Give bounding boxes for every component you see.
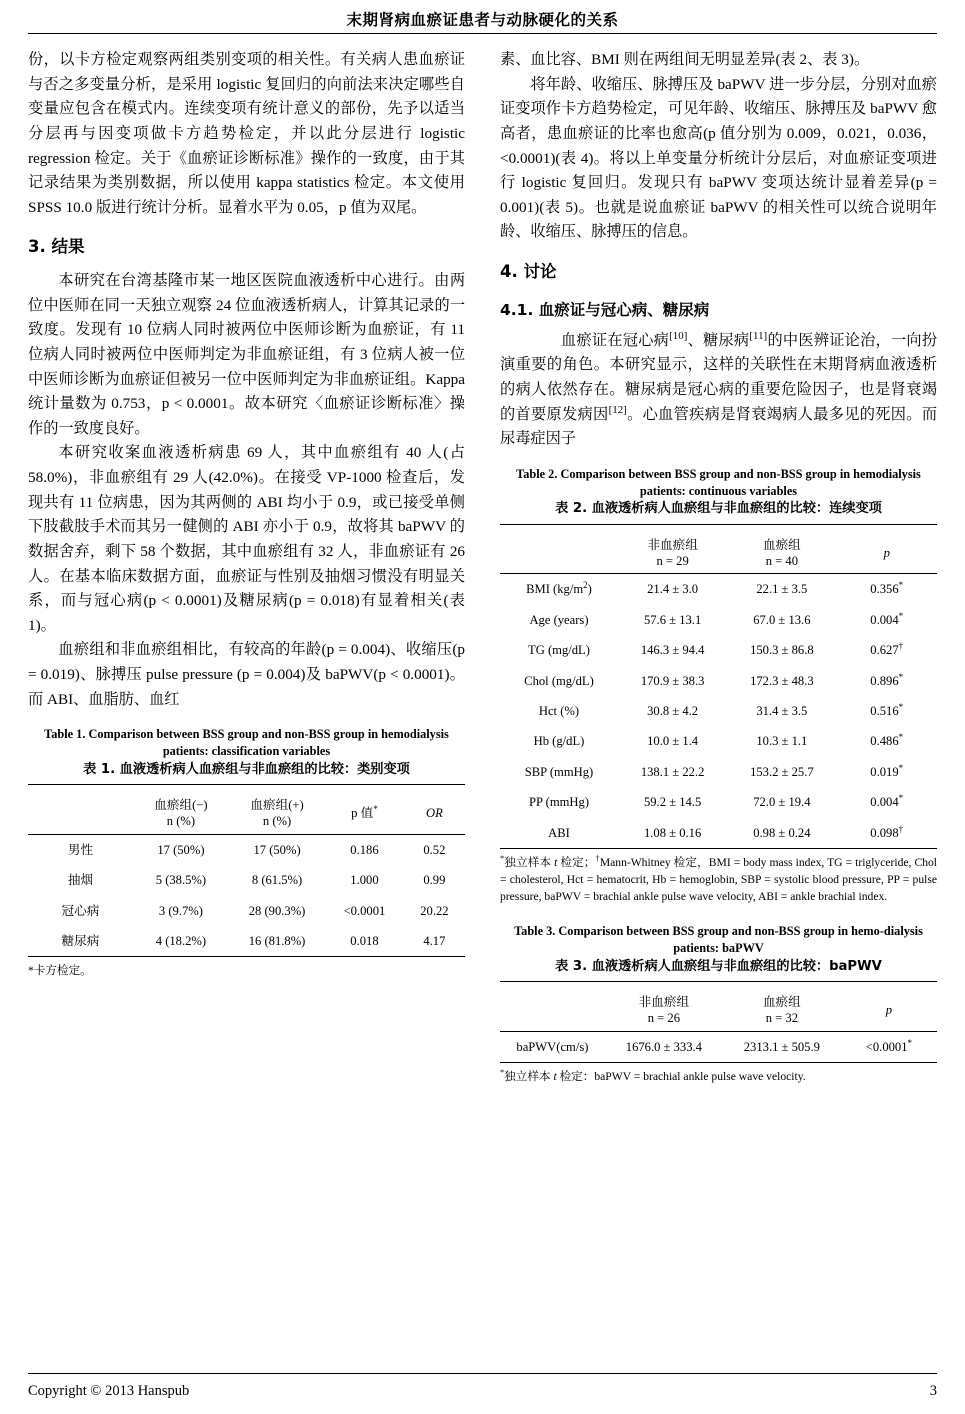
table2-row7-label: PP (mmHg) — [528, 795, 590, 810]
table2-row6-bss: 153.2 ± 25.7 — [750, 764, 814, 779]
table3-col-p: p — [841, 992, 937, 1031]
table2-block — [500, 466, 937, 905]
paragraph-stratified: 将年龄、收缩压、脉搏压及 baPWV 进一步分层，分别对血瘀证变项作卡方趋势检定，可见年龄、收缩压、脉搏压及 baPWV 愈高者，患血瘀证的比率也愈高(p 值分别为 0.009，0.021，0.036，<0.0001)(表 4)。将以上单变量分析统计分层后，对血瘀证变项进行 logistic 复回归。发现只有 baPWV 变项达统计显着差异(p = 0.001)(表 5)。也就是说血瘀证 baPWV 的相关性可以统合说明年龄、收缩压、脉搏压的信息。 — [500, 75, 937, 241]
table1 — [28, 784, 465, 957]
table3-note-text: 独立样本 t 检定：baPWV = brachial ankle pulse wave velocity. — [504, 1070, 806, 1084]
table1-row0-p: 0.186 — [350, 842, 379, 857]
table2-row6-p: 0.019* — [870, 762, 904, 779]
table2-row8-p: 0.098† — [836, 818, 937, 849]
table3-note: *独立样本 t 检定：baPWV = brachial ankle pulse wave velocity. — [500, 1068, 806, 1084]
table-row — [28, 834, 465, 865]
table3-col-bss: 血瘀组 n = 32 — [723, 992, 841, 1031]
table2-row1-p: 0.004* — [870, 610, 904, 627]
table1-block — [28, 726, 465, 980]
table2-caption-cn: 表 2. 血液透析病人血瘀组与非血瘀组的比较：连续变项 — [555, 501, 882, 517]
table1-col-nonbss: 血瘀组(−) n (%) — [133, 795, 229, 834]
table2-row0-nonbss: 21.4 ± 3.0 — [647, 582, 699, 597]
table2-col-variable — [500, 535, 618, 574]
table3 — [500, 981, 937, 1063]
disc-text-c: 的中医辨证论治，一向扮演重要的角色。本研究显示，这样的关联性在末期肾病血液透析的病人依然存在。糖尿病是冠心病的重要危险因子，也是肾衰竭的首要原发病因 — [500, 331, 938, 423]
table2-row4-p: 0.516* — [870, 701, 904, 718]
paragraph-comparison: 血瘀组和非血瘀组相比，有较高的年龄(p = 0.004)、收缩压(p = 0.019)、脉搏压 pulse pressure (p = 0.004)及 baPWV(p < 0.0001)。而 ABI、血脂肪、血红 — [28, 641, 465, 708]
table1-row3-bss: 16 (81.8%) — [229, 926, 325, 957]
running-head: 末期肾病血瘀证患者与动脉硬化的关系 — [346, 11, 619, 29]
table2-row5-p: 0.486* — [870, 732, 904, 749]
paragraph-kappa: 本研究在台湾基隆市某一地区医院血液透析中心进行。由两位中医师在同一天独立观察 24 位血液透析病人，计算其记录的一致度。发现有 10 位病人同时被两位中医师诊断为血瘀证，有 11 位病人同时被两位中医师判定为非血瘀证组，有 3 位病人被一位中医师诊断为血瘀证但被另一位中医师判定为非血瘀证组。Kappa 统计量数为 0.753，p < 0.0001。故本研究〈血瘀证诊断标准〉操作的一致度良好。 — [28, 272, 465, 437]
table-row — [500, 787, 937, 817]
table2-row5-label: Hb (g/dL) — [533, 734, 585, 749]
table2-row3-bss: 172.3 ± 48.3 — [750, 673, 814, 688]
table2-note: *独立样本 t 检定；†Mann-Whitney 检定，BMI = body mass index, TG = triglyceride, Chol = cholesterol, Hct = hematocrit, Hb = hemoglobin, SBP = systolic blood pressure, PP = pulse pressure, baPWV = brachial ankle pulse wave velocity, ABI = ankle brachial index. — [500, 854, 938, 903]
table-row — [500, 605, 937, 635]
table1-row0-bss: 17 (50%) — [253, 842, 301, 857]
table1-row3-p: 0.018 — [325, 926, 404, 957]
table-row — [28, 865, 465, 895]
table2-row1-bss: 67.0 ± 13.6 — [753, 612, 811, 627]
table3-row0-bss: 2313.1 ± 505.9 — [723, 1031, 841, 1062]
section-heading-discussion: 4. 讨论 — [500, 262, 557, 281]
table3-caption-en: Table 3. Comparison between BSS group and non-BSS group in hemo-dialysis patients: baPWV — [514, 924, 923, 955]
table2-note-text: 独立样本 t 检定；†Mann-Whitney 检定，BMI = body mass index, TG = triglyceride, Chol = cholesterol, Hct = hematocrit, Hb = hemoglobin, SBP = systolic blood pressure, PP = pulse pressure, baPWV = brachial ankle pulse wave velocity, ABI = ankle brachial index. — [500, 854, 938, 903]
table1-row2-p: <0.0001 — [343, 903, 386, 918]
table1-row2-bss: 28 (90.3%) — [248, 903, 306, 918]
reference-12: [12] — [608, 403, 627, 416]
table2-row5-bss: 10.3 ± 1.1 — [756, 734, 808, 749]
table1-col-variable — [28, 795, 133, 834]
table-row — [500, 696, 937, 726]
table2-col-bss: 血瘀组 n = 40 — [727, 535, 836, 574]
table2-col-nonbss: 非血瘀组 n = 29 — [618, 535, 727, 574]
copyright-notice: Copyright © 2013 Hanspub — [28, 1383, 190, 1399]
paragraph-enrollment: 本研究收案血液透析病患 69 人，其中血瘀组有 40 人(占 58.0%)，非血瘀组有 29 人(42.0%)。在接受 VP-1000 检查后，发现共有 11 位病患，因为其两侧的 ABI 均小于 0.9，或已接受单侧下肢截肢手术而其另一健侧的 ABI 亦小于 0.9，故将其 baPWV 的数据舍弃，剩下 58 个数据，其中血瘀组有 32 人，非血瘀证有 26 人。在基本临床数据方面，血瘀证与性别及抽烟习惯没有明显关系，而与冠心病(p < 0.0001)及糖尿病(p = 0.018)有显着相关(表 1)。 — [28, 444, 465, 634]
header-divider — [28, 33, 937, 34]
paragraph-continued-right: 素、血比容、BMI 则在两组间无明显差异(表 2、表 3)。 — [500, 51, 870, 68]
table1-row3-nonbss: 4 (18.2%) — [133, 926, 229, 957]
table1-row2-nonbss: 3 (9.7%) — [158, 903, 203, 918]
subsection-heading-41: 4.1. 血瘀证与冠心病、糖尿病 — [500, 300, 710, 319]
table2-row1-nonbss: 57.6 ± 13.1 — [643, 612, 702, 627]
table3-row0-p: <0.0001* — [841, 1031, 937, 1062]
reference-10: [10] — [669, 329, 688, 342]
table2-row3-label: Chol (mg/dL) — [524, 673, 594, 688]
table-row — [500, 757, 937, 787]
table2-row2-p: 0.627† — [870, 641, 904, 658]
table1-row2-label: 冠心病 — [61, 903, 100, 918]
table2-row2-bss: 150.3 ± 86.8 — [750, 643, 814, 658]
table2-row3-nonbss: 170.9 ± 38.3 — [640, 673, 705, 688]
table2-row5-nonbss: 10.0 ± 1.4 — [647, 734, 699, 749]
reference-11: [11] — [749, 329, 768, 342]
table-row — [500, 574, 937, 605]
paragraph-discussion-1 — [500, 329, 937, 452]
table2-row1-label: Age (years) — [529, 612, 589, 627]
table1-row3-or: 4.17 — [404, 926, 465, 957]
table1-row0-label: 男性 — [67, 842, 94, 857]
page-number: 3 — [929, 1383, 937, 1399]
table3-row0-nonbss: 1676.0 ± 333.4 — [605, 1031, 723, 1062]
table3-row0-label: baPWV(cm/s) — [500, 1031, 605, 1062]
table-row — [28, 896, 465, 926]
table3-caption-cn: 表 3. 血液透析病人血瘀组与非血瘀组的比较：baPWV — [555, 958, 882, 974]
table-row — [28, 926, 465, 957]
table3-col-nonbss: 非血瘀组 n = 26 — [605, 992, 723, 1031]
table1-row2-or: 20.22 — [420, 903, 449, 918]
table1-row3-label: 糖尿病 — [28, 926, 133, 957]
table-row — [500, 726, 937, 756]
table2-row8-label: ABI — [500, 818, 618, 849]
table-row — [500, 1031, 937, 1062]
table1-row1-label: 抽烟 — [67, 873, 94, 888]
table3-block — [500, 923, 937, 1086]
table2-row4-nonbss: 30.8 ± 4.2 — [647, 703, 699, 718]
table2-row2-nonbss: 146.3 ± 94.4 — [640, 643, 705, 658]
table1-row0-or: 0.52 — [423, 842, 446, 857]
table1-row1-p: 1.000 — [350, 873, 379, 888]
footer-divider — [28, 1373, 937, 1374]
disc-text-b: 、糖尿病 — [687, 331, 750, 349]
table2-row3-p: 0.896* — [870, 671, 904, 688]
table3-col-variable — [500, 992, 605, 1031]
table2-row0-bss: 22.1 ± 3.5 — [756, 582, 808, 597]
table2-row2-label: TG (mg/dL) — [528, 643, 590, 658]
table2-row8-nonbss: 1.08 ± 0.16 — [618, 818, 727, 849]
table1-row1-or: 0.99 — [423, 873, 446, 888]
disc-text-a: 血瘀证在冠心病 — [560, 331, 670, 349]
paragraph-continued: 份，以卡方检定观察两组类别变项的相关性。有关病人患血瘀证与否之多变量分析，是采用 logistic 复回归的向前法来决定哪些自变量应包含在模式内。连续变项有统计意义的部份，先予以适当分层再与因变项做卡方趋势检定，并以此分层进行 logistic regression 检定。关于《血瘀证诊断标准》操作的一致度，由于其记录结果为类别数据，所以使用 kappa statistics 检定。本文使用 SPSS 10.0 版进行统计分析。显着水平为 0.05，p 值为双尾。 — [28, 51, 465, 216]
disc-text-d: 。心血管疾病是肾衰竭病人最多见的死因。而尿毒症因子 — [500, 405, 938, 448]
table1-col-p: p 值* — [325, 795, 404, 834]
table1-row0-nonbss: 17 (50%) — [157, 842, 205, 857]
table2-row6-nonbss: 138.1 ± 22.2 — [640, 764, 705, 779]
table1-caption-en: Table 1. Comparison between BSS group and non-BSS group in hemodialysis patients: classification variables — [44, 727, 449, 758]
table2-row7-p: 0.004* — [870, 792, 904, 810]
table2-row7-bss: 72.0 ± 19.4 — [753, 795, 811, 810]
section-heading-results: 3. 结果 — [28, 237, 85, 257]
table2-row0-p: 0.356* — [870, 580, 904, 597]
table-row — [500, 635, 937, 665]
table2-row4-label: Hct (%) — [538, 703, 580, 718]
left-column — [28, 48, 465, 980]
table2-caption-en: Table 2. Comparison between BSS group and non-BSS group in hemodialysis patients: continuous variables — [516, 466, 921, 498]
table2-row4-bss: 31.4 ± 3.5 — [756, 703, 808, 718]
table1-row1-nonbss: 5 (38.5%) — [155, 873, 207, 888]
table2-row0-label: BMI $(kg/m^2)$ — [526, 580, 592, 597]
table1-col-or: OR — [404, 795, 465, 834]
table1-row1-bss: 8 (61.5%) — [251, 873, 303, 888]
table2-row8-bss: 0.98 ± 0.24 — [727, 818, 836, 849]
table2-row6-label: SBP (mmHg) — [524, 764, 594, 779]
table1-note: *卡方检定。 — [28, 964, 92, 978]
table-row — [500, 666, 937, 696]
table2-row7-nonbss: 59.2 ± 14.5 — [643, 795, 702, 810]
table1-caption-cn: 表 1. 血液透析病人血瘀组与非血瘀组的比较：类别变项 — [83, 761, 410, 777]
table-row — [500, 818, 937, 849]
table2 — [500, 524, 937, 849]
table1-col-bss: 血瘀组(+) n (%) — [229, 795, 325, 834]
right-column — [500, 48, 937, 1086]
table2-col-p: p — [836, 535, 937, 574]
